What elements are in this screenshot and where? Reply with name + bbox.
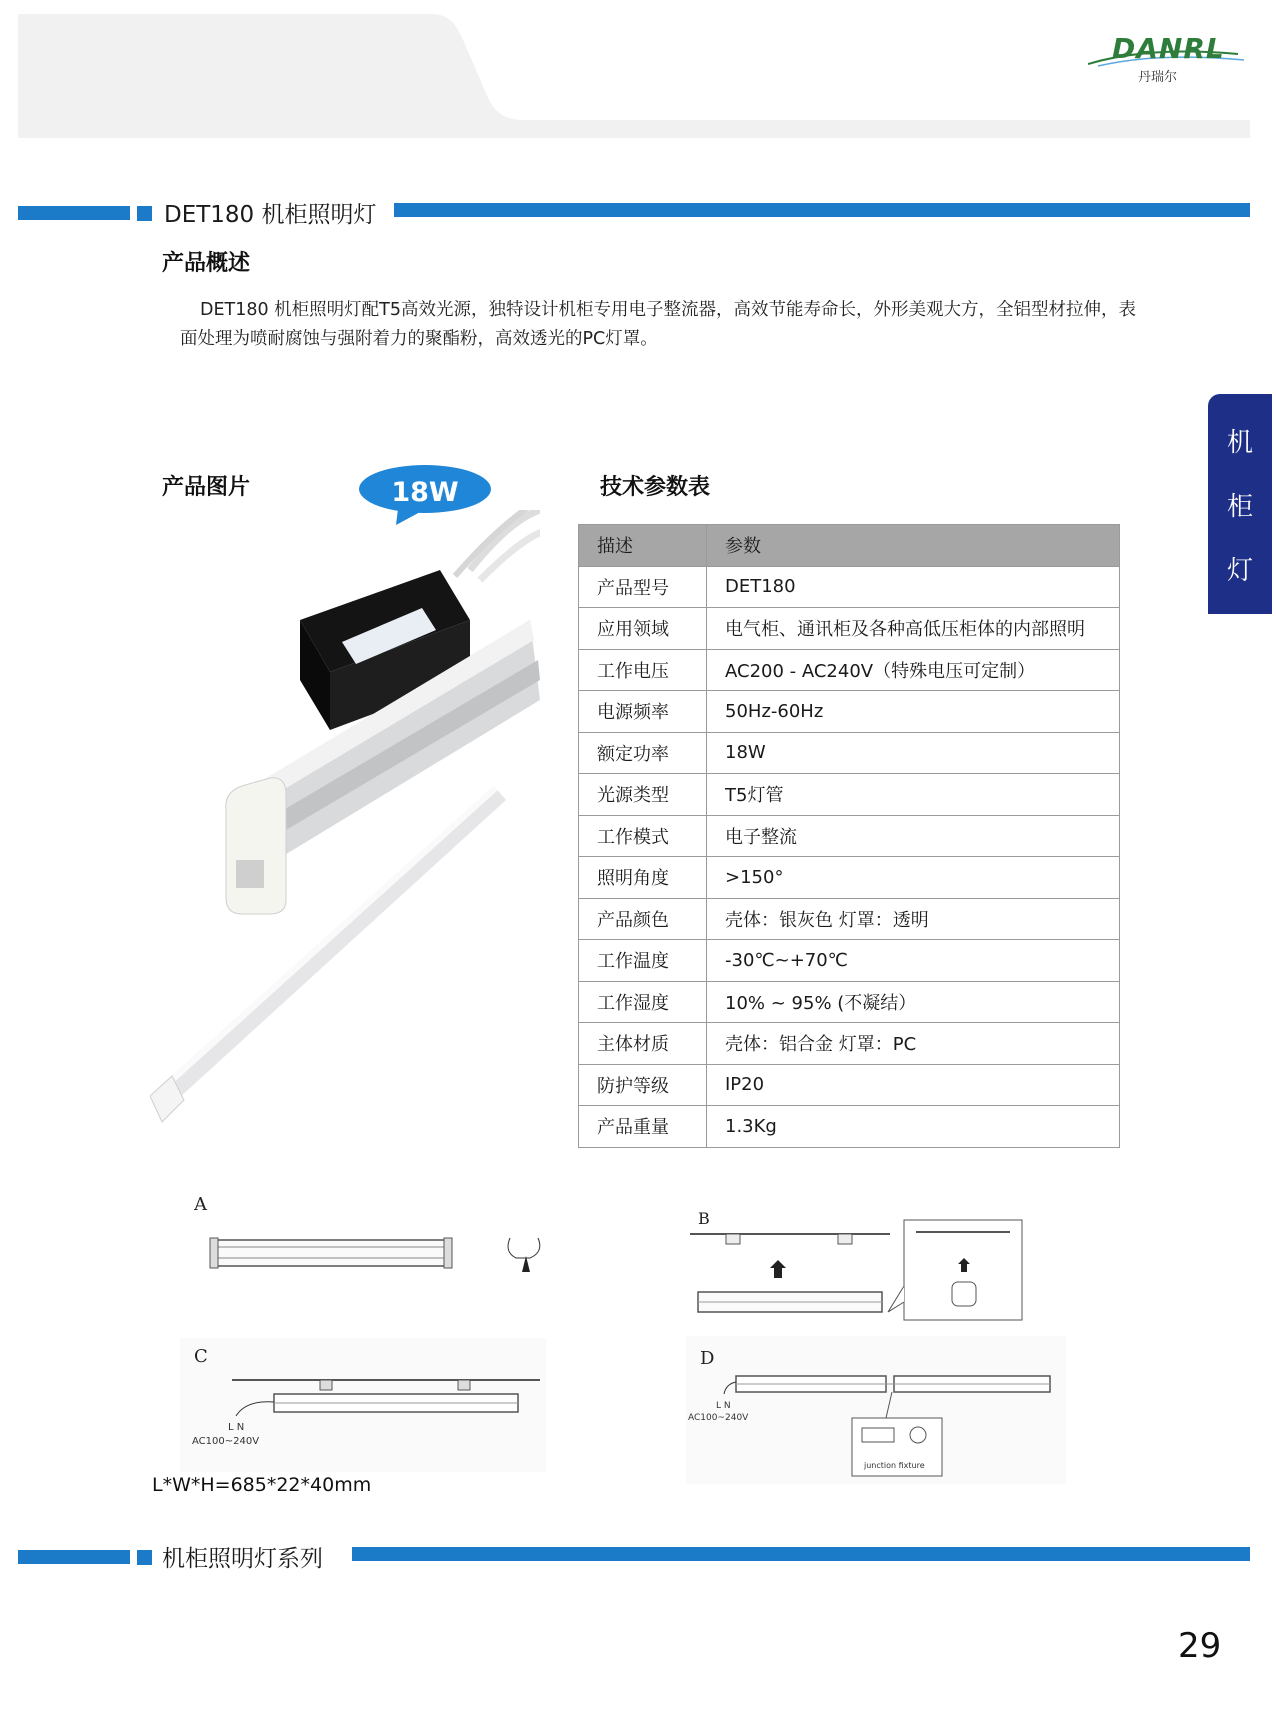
diagram-d-voltage: AC100~240V [688, 1413, 749, 1423]
overview-paragraph [180, 296, 1140, 354]
category-side-tab [1208, 394, 1272, 614]
spec-value: 壳体：银灰色 灯罩：透明 [707, 898, 1120, 940]
product-image-heading: 产品图片 [162, 475, 251, 500]
product-photo [150, 510, 540, 1150]
dimensions-text: L*W*H=685*22*40mm [152, 1474, 372, 1496]
title-bar-right [394, 203, 1250, 217]
install-diagram-c [180, 1338, 546, 1472]
footer-title: 机柜照明灯系列 [162, 1546, 323, 1572]
spec-label: 额定功率 [579, 732, 707, 774]
spec-label: 产品颜色 [579, 898, 707, 940]
footer-bar-square [137, 1550, 152, 1565]
spec-value: -30℃~+70℃ [707, 940, 1120, 982]
diagram-c-ln: L N [228, 1422, 245, 1433]
side-tab-char: 柜 [1226, 492, 1253, 522]
table-row [579, 1023, 1120, 1065]
table-row [579, 857, 1120, 899]
overview-heading: 产品概述 [162, 251, 251, 276]
logo-brand-text: DANRL [1112, 32, 1225, 65]
spec-label: 工作模式 [579, 815, 707, 857]
diagram-d-ln: L N [716, 1401, 731, 1411]
table-row [579, 774, 1120, 816]
spec-value: >150° [707, 857, 1120, 899]
side-tab-char: 机 [1226, 428, 1253, 458]
spec-value: IP20 [707, 1064, 1120, 1106]
table-row [579, 649, 1120, 691]
spec-label: 工作温度 [579, 940, 707, 982]
spec-label: 防护等级 [579, 1064, 707, 1106]
spec-value: DET180 [707, 566, 1120, 608]
table-row [579, 566, 1120, 608]
spec-col-parameter: 参数 [707, 525, 1120, 567]
install-diagram-d [686, 1336, 1066, 1484]
table-row [579, 898, 1120, 940]
page-title: DET180 机柜照明灯 [164, 202, 377, 228]
title-bar-square [137, 206, 152, 221]
title-bar-left [18, 206, 130, 220]
header-band [18, 14, 1250, 138]
spec-label: 主体材质 [579, 1023, 707, 1065]
table-row [579, 1106, 1120, 1148]
install-diagram-b [690, 1206, 1030, 1330]
spec-label: 电源频率 [579, 691, 707, 733]
table-row [579, 691, 1120, 733]
spec-label: 产品重量 [579, 1106, 707, 1148]
spec-value: 电子整流 [707, 815, 1120, 857]
spec-label: 产品型号 [579, 566, 707, 608]
diagram-d-junction: junction fixture [864, 1461, 925, 1470]
footer-bar-left [18, 1550, 130, 1564]
spec-value: 50Hz-60Hz [707, 691, 1120, 733]
table-row [579, 732, 1120, 774]
spec-table-header [579, 525, 1120, 567]
spec-table [578, 524, 1120, 1148]
spec-label: 应用领域 [579, 608, 707, 650]
table-row [579, 1064, 1120, 1106]
spec-label: 照明角度 [579, 857, 707, 899]
diagram-d-label: D [700, 1348, 715, 1369]
specs-heading: 技术参数表 [600, 475, 711, 500]
logo-sub-text: 丹瑞尔 [1138, 70, 1178, 85]
diagram-a-label: A [194, 1194, 207, 1215]
overview-text: DET180 机柜照明灯配T5高效光源，独特设计机柜专用电子整流器，高效节能寿命长，外形美观大方，全铝型材拉伸，表面处理为喷耐腐蚀与强附着力的聚酯粉，高效透光的PC灯罩。 [180, 300, 1137, 349]
spec-label: 工作湿度 [579, 981, 707, 1023]
spec-value: 电气柜、通讯柜及各种高低压柜体的内部照明 [707, 608, 1120, 650]
table-row [579, 608, 1120, 650]
spec-value: 18W [707, 732, 1120, 774]
spec-value: AC200 - AC240V（特殊电压可定制） [707, 649, 1120, 691]
spec-value: 10% ~ 95% (不凝结） [707, 981, 1120, 1023]
table-row [579, 815, 1120, 857]
brand-logo [1088, 26, 1248, 86]
diagram-c-voltage: AC100~240V [192, 1436, 260, 1447]
spec-value: T5灯管 [707, 774, 1120, 816]
spec-label: 工作电压 [579, 649, 707, 691]
diagram-c-label: C [194, 1346, 208, 1367]
install-diagram-a [180, 1180, 580, 1290]
spec-col-description: 描述 [579, 525, 707, 567]
spec-label: 光源类型 [579, 774, 707, 816]
footer-bar-right [352, 1547, 1250, 1561]
side-tab-char: 灯 [1226, 556, 1253, 586]
spec-value: 1.3Kg [707, 1106, 1120, 1148]
spec-value: 壳体：铝合金 灯罩：PC [707, 1023, 1120, 1065]
table-row [579, 981, 1120, 1023]
page-number: 29 [1178, 1626, 1222, 1666]
diagram-b-label: B [698, 1209, 710, 1228]
table-row [579, 940, 1120, 982]
wattage-badge-text: 18W [391, 477, 459, 508]
